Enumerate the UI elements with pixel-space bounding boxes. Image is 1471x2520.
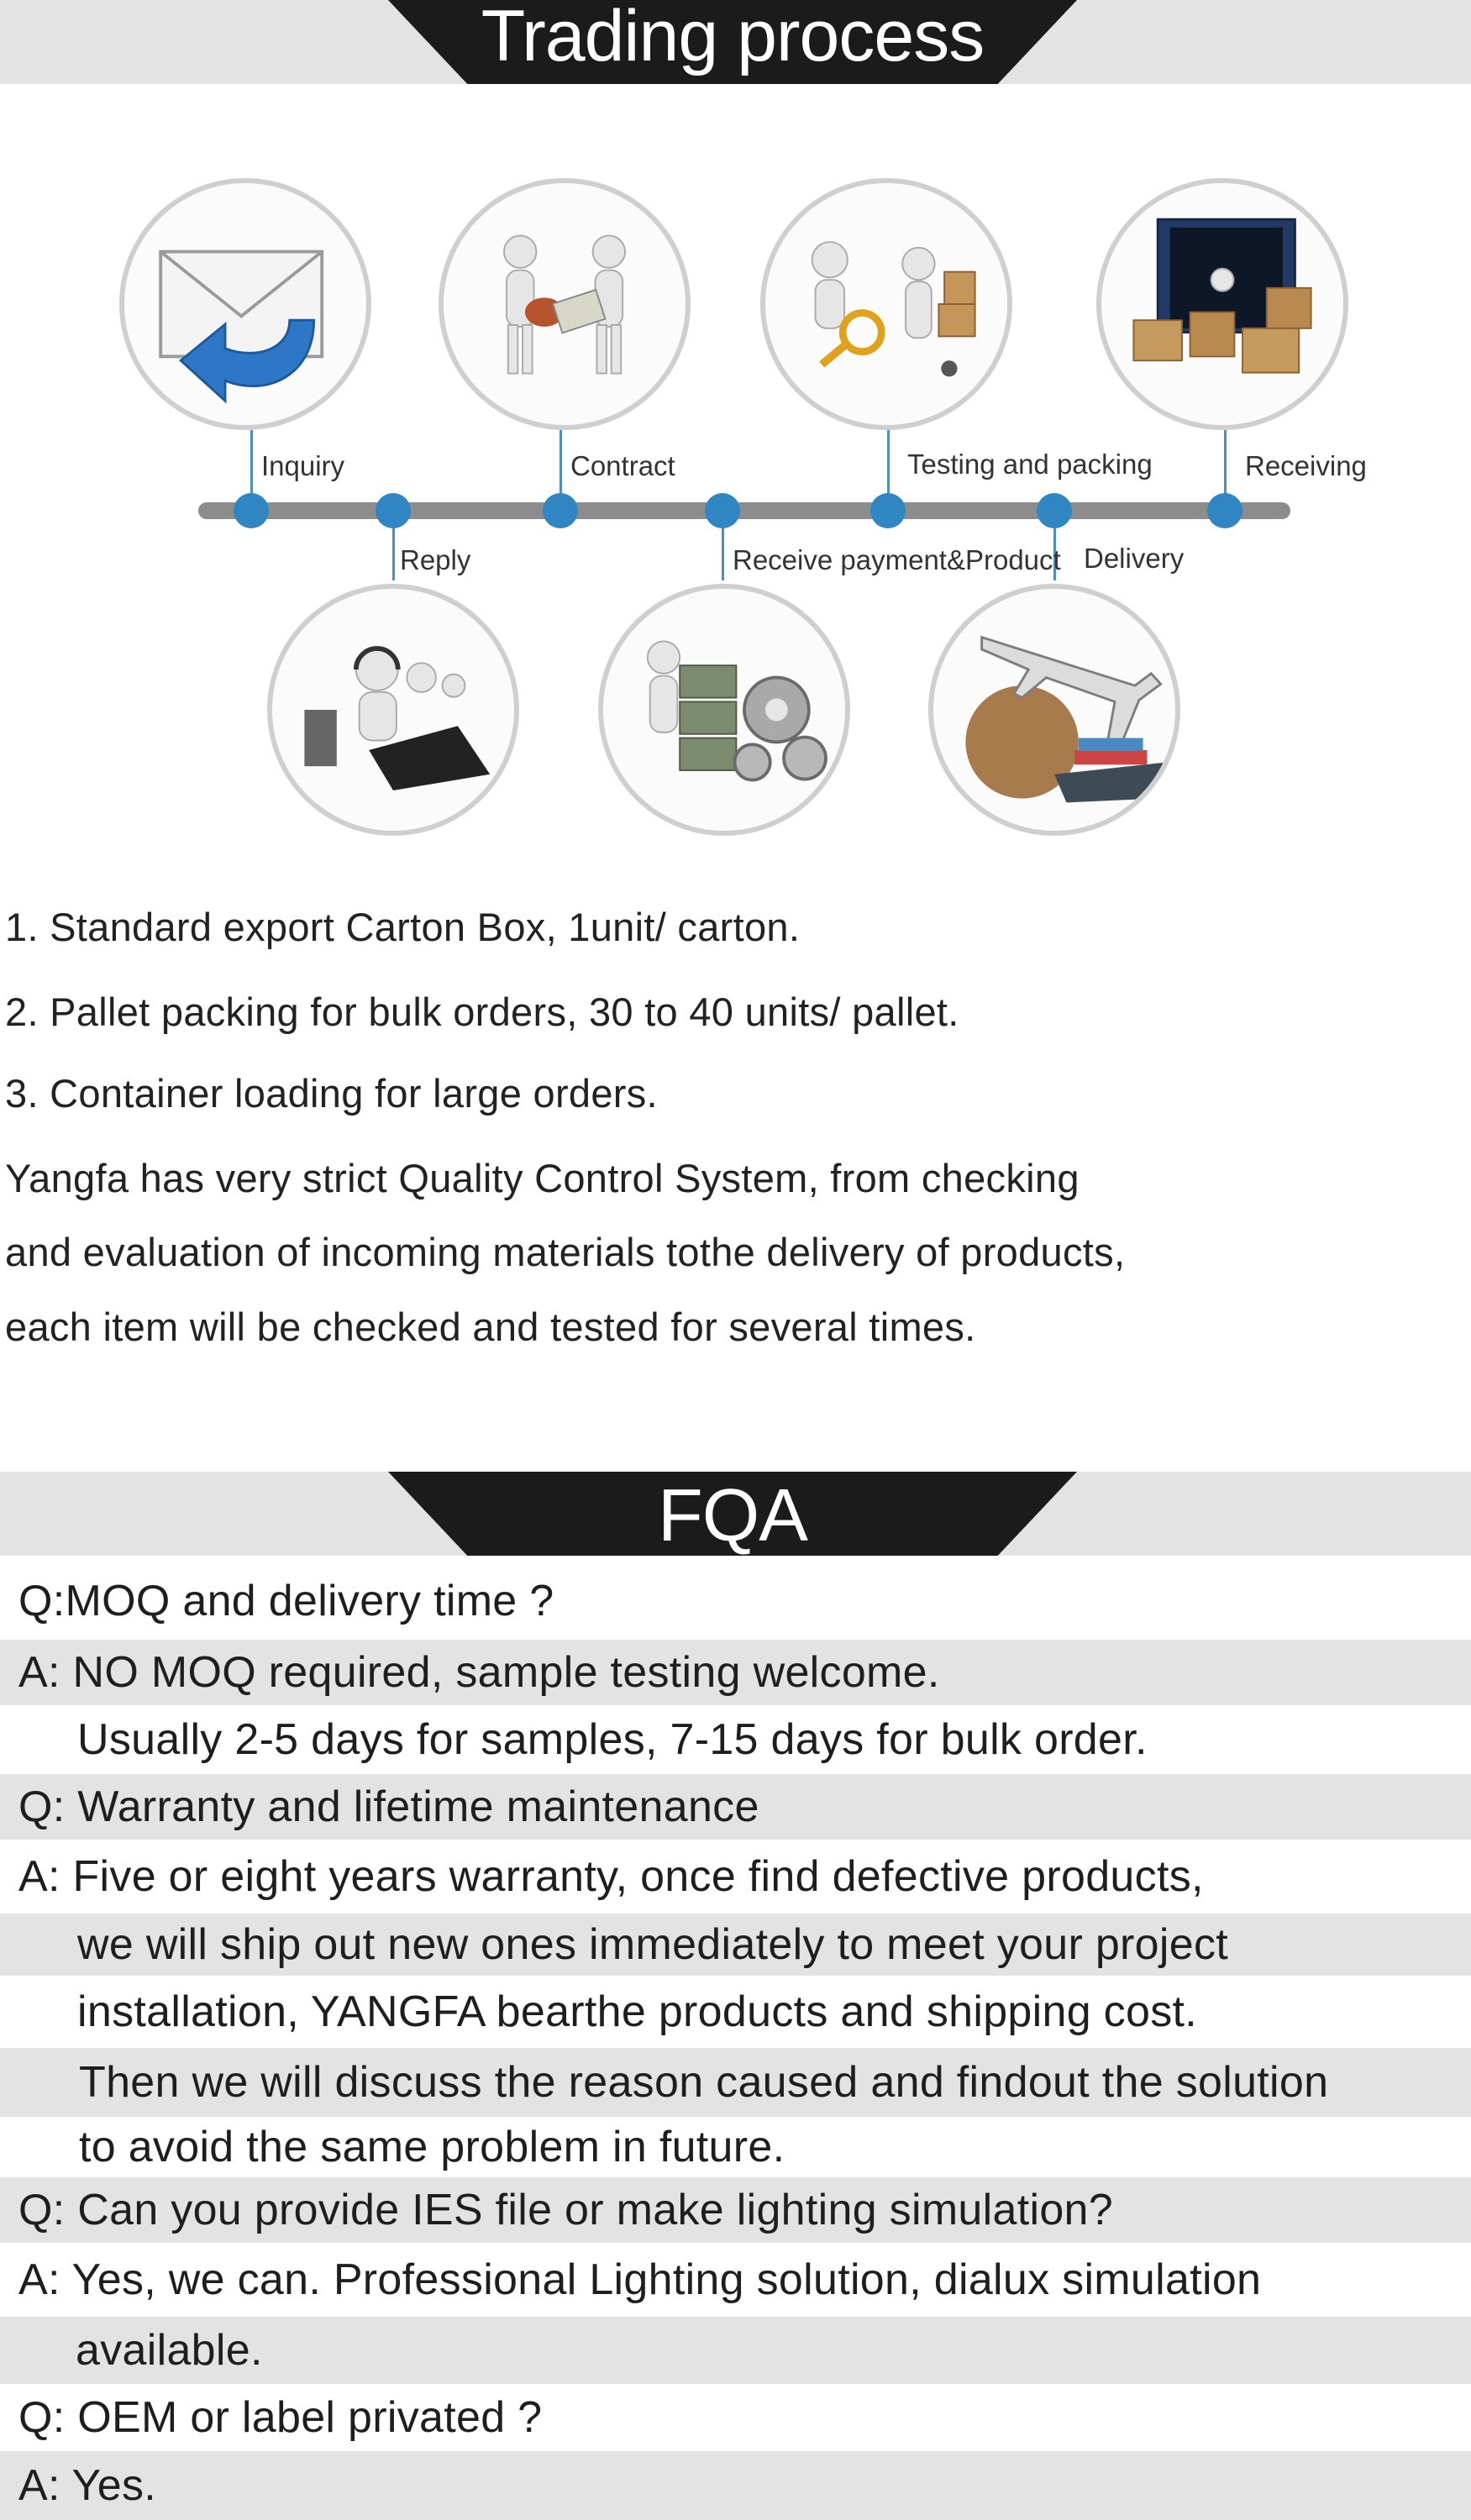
faq-answer: A: Yes, we can. Professional Lighting solution, dialux simulation <box>18 2255 1262 2304</box>
payment-product-illustration <box>598 584 850 836</box>
faq-answer: we will ship out new ones immediately to meet your project <box>0 1914 1471 1976</box>
magnifier-figure-icon <box>765 183 1007 425</box>
faq-answer: A: NO MOQ required, sample testing welcome. <box>0 1640 1471 1705</box>
fqa-banner <box>0 1472 1471 1556</box>
step-label-receiving: Receiving <box>1245 450 1367 481</box>
step-dot-delivery <box>1037 493 1072 528</box>
trading-process-diagram <box>0 84 1471 857</box>
faq-answer: Usually 2-5 days for samples, 7-15 days for bulk order. <box>77 1715 1148 1764</box>
qc-line-1: Yangfa has very strict Quality Control System, from checking <box>5 1156 1080 1200</box>
step-label-inquiry: Inquiry <box>261 450 345 481</box>
contract-illustration <box>439 178 691 430</box>
packing-item-3: 3. Container loading for large orders. <box>5 1071 658 1116</box>
step-dot-payment <box>705 493 740 528</box>
airplane-ship-icon <box>933 589 1175 831</box>
inquiry-illustration <box>119 178 371 430</box>
qc-line-2: and evaluation of incoming materials tothe delivery of products, <box>5 1230 1126 1274</box>
qc-line-3: each item will be checked and tested for several times. <box>5 1305 976 1349</box>
faq-question: Q:MOQ and delivery time ? <box>18 1577 554 1625</box>
step-dot-inquiry <box>234 493 269 528</box>
step-dot-receiving <box>1207 493 1242 528</box>
faq-answer: to avoid the same problem in future. <box>79 2123 785 2171</box>
container-boxes-icon <box>1101 183 1343 425</box>
call-center-icon <box>272 589 514 831</box>
reply-illustration <box>267 584 519 836</box>
step-label-reply: Reply <box>400 544 471 575</box>
trading-process-banner <box>0 0 1471 84</box>
faq-answer: A: Yes. <box>0 2451 1471 2520</box>
step-dot-testing <box>870 493 906 528</box>
handshake-figures-icon <box>444 183 686 425</box>
receiving-illustration <box>1096 178 1348 430</box>
faq-question: Q: OEM or label privated ? <box>18 2393 543 2442</box>
step-label-testing: Testing and packing <box>907 449 1153 480</box>
faq-answer: A: Five or eight years warranty, once find defective products, <box>18 1852 1204 1901</box>
step-label-contract: Contract <box>570 450 675 481</box>
testing-packing-illustration <box>760 178 1012 430</box>
packing-item-1: 1. Standard export Carton Box, 1unit/ carton. <box>5 905 801 949</box>
faq-answer: Then we will discuss the reason caused and findout the solution <box>0 2048 1471 2117</box>
money-gears-icon <box>603 589 845 831</box>
faq-answer: installation, YANGFA bearthe products and shipping cost. <box>77 1987 1197 2036</box>
step-dot-contract <box>543 493 578 528</box>
process-timeline <box>198 502 1290 519</box>
packing-item-2: 2. Pallet packing for bulk orders, 30 to 40 units/ pallet. <box>5 990 959 1034</box>
step-label-payment: Receive payment&Product <box>733 544 1061 575</box>
step-dot-reply <box>376 493 411 528</box>
step-label-delivery: Delivery <box>1084 543 1185 574</box>
faq-question: Q: Warranty and lifetime maintenance <box>0 1774 1471 1840</box>
envelope-icon <box>124 183 366 425</box>
delivery-illustration <box>928 584 1180 836</box>
trading-process-title: Trading process <box>481 0 985 76</box>
faq-answer: available. <box>0 2317 1471 2384</box>
fqa-title: FQA <box>658 1473 807 1557</box>
faq-question: Q: Can you provide IES file or make lighting simulation? <box>0 2177 1471 2243</box>
